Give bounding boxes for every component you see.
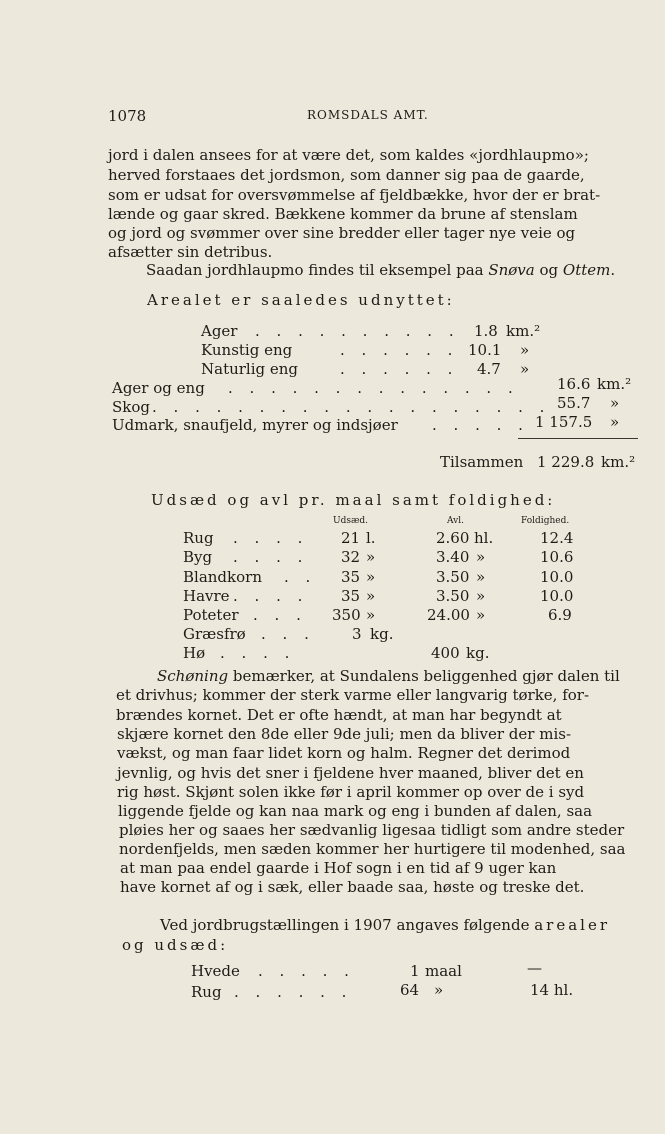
leader-dots: . . — [284, 568, 317, 586]
crop-label: Byg — [183, 548, 213, 566]
seed-value: 35 — [341, 587, 361, 605]
text-line: et drivhus; kommer der sterk varme eller langvarig tørke, for- — [116, 686, 590, 704]
text-line: jord i dalen ansees for at være det, som kaldes «jordhlaupmo»; — [108, 146, 589, 164]
yield-value: 24.00 — [427, 606, 470, 624]
areal-row-unit: km.² — [597, 375, 632, 393]
crop-label: Rug — [191, 983, 222, 1001]
fold-value: 10.0 — [540, 587, 574, 605]
text-span: Saadan jordhlaupmo findes til eksempel paa — [146, 261, 489, 279]
column-header-seed: Udsæd. — [333, 516, 369, 526]
yield-value: 3.50 — [436, 587, 470, 605]
areal-row-value: 4.7 — [477, 360, 501, 378]
text-line: lænde og gaar skred. Bækkene kommer da brune af stenslam — [108, 205, 578, 223]
area-value: 64 — [400, 981, 420, 999]
crop-label: Havre — [183, 587, 230, 605]
text-line: afsætter sin detribus. — [108, 243, 273, 261]
yield-value: 3.40 — [436, 548, 470, 566]
areal-row-value: 1 157.5 — [535, 413, 593, 431]
yield-unit: » — [476, 568, 486, 586]
areal-row-value: 55.7 — [557, 394, 591, 412]
leader-dots: . . . . . — [258, 962, 355, 980]
column-header-yield: Avl. — [447, 516, 464, 526]
leader-dots: . . . . — [233, 548, 309, 566]
yield-unit: » — [476, 587, 486, 605]
spaced-word: og udsæd — [122, 936, 221, 954]
leader-dots: . . . . . . . . . . . . . . — [228, 379, 519, 397]
crop-label: Poteter — [183, 606, 239, 624]
areal-row-unit: » — [520, 341, 530, 359]
text-line: vækst, og man faar lidet korn og halm. Regner det derimod — [117, 744, 571, 762]
leader-dots: . . . . . . — [234, 983, 353, 1001]
fold-value: 10.0 — [540, 568, 574, 586]
column-header-fold: Foldighed. — [521, 516, 570, 526]
text-span: og — [534, 261, 563, 279]
page-number: 1078 — [108, 107, 147, 125]
author-name: Schøning — [157, 667, 229, 685]
leader-dots: . . . . . — [432, 416, 529, 434]
areal-row-unit: » — [520, 360, 530, 378]
areal-row-unit: km.² — [506, 322, 541, 340]
yield-value: 2.60 — [436, 529, 470, 547]
seed-unit: » — [366, 606, 376, 624]
section-heading-areal: Arealet er saaledes udnyttet: — [147, 291, 455, 309]
text-line: som er udsat for oversvømmelse af fjeldbække, hvor der er brat- — [108, 186, 601, 204]
text-span: : — [220, 936, 226, 954]
spaced-word: arealer — [534, 916, 610, 934]
crop-label: Hø — [183, 644, 206, 662]
fold-value: 6.9 — [548, 606, 572, 624]
fold-value: 10.6 — [540, 548, 574, 566]
areal-row-label: Skog — [112, 398, 150, 416]
text-span: . — [610, 261, 616, 279]
text-line: at man paa endel gaarde i Hof sogn i en tid af 9 uger kan — [120, 859, 557, 877]
seed-value: 21 — [341, 529, 361, 547]
text-line: jevnlig, og hvis det sner i fjeldene hver maaned, bliver det en — [117, 764, 584, 782]
leader-dots: . . . . . . — [340, 341, 459, 359]
text-line: pløies her og saaes her sædvanlig ligesaa tidligt som andre steder — [119, 821, 625, 839]
text-line: skjære kornet den 8de eller 9de juli; men da bliver der mis- — [117, 725, 572, 743]
crop-label: Hvede — [191, 962, 240, 980]
crop-label: Græsfrø — [183, 625, 246, 643]
text-line — [160, 916, 610, 934]
running-title: ROMSDALS AMT. — [307, 108, 429, 122]
yield-unit: hl. — [474, 529, 494, 547]
text-line — [146, 261, 615, 279]
text-line: rig høst. Skjønt solen ikke før i april kommer op over de i syd — [117, 783, 585, 801]
text-line — [157, 667, 620, 685]
areal-row-value: 16.6 — [557, 375, 591, 393]
total-unit: km.² — [601, 453, 636, 471]
total-value: 1 229.8 — [537, 453, 595, 471]
text-line: liggende fjelde og kan naa mark og eng i bunden af dalen, saa — [118, 802, 593, 820]
areal-row-label: Ager — [201, 322, 238, 340]
seed-unit: kg. — [370, 625, 394, 643]
crop-label: Rug — [183, 529, 214, 547]
yield-unit: » — [476, 548, 486, 566]
areal-row-unit: » — [610, 394, 620, 412]
fold-value: 12.4 — [540, 529, 574, 547]
area-value: 1 — [410, 962, 420, 980]
seed-unit: l. — [366, 529, 376, 547]
leader-dots: . . . . — [233, 529, 309, 547]
text-line: nordenfjelds, men sæden kommer her hurtigere til modenhed, saa — [119, 840, 626, 858]
place-name: Ottem — [562, 261, 611, 279]
total-label: Tilsammen — [440, 453, 524, 471]
seed-value: 14 hl. — [530, 981, 574, 999]
yield-value: 400 — [431, 644, 460, 662]
areal-row-label: Ager og eng — [112, 379, 205, 397]
seed-value: 350 — [332, 606, 361, 624]
seed-unit: » — [366, 548, 376, 566]
areal-row-unit: » — [610, 413, 620, 431]
leader-dots: . . . . . . — [340, 360, 459, 378]
seed-value: 3 — [352, 625, 362, 643]
yield-unit: » — [476, 606, 486, 624]
text-line — [122, 936, 225, 954]
yield-value: 3.50 — [436, 568, 470, 586]
seed-value: — — [527, 959, 542, 977]
areal-row-value: 1.8 — [474, 322, 498, 340]
section-heading-udsaed: Udsæd og avl pr. maal samt foldighed: — [151, 491, 556, 509]
area-unit: » — [434, 981, 444, 999]
text-line: have kornet af og i sæk, eller baade saa, høste og treske det. — [120, 878, 585, 896]
areal-row-label: Naturlig eng — [201, 360, 299, 378]
areal-row-value: 10.1 — [468, 341, 502, 359]
leader-dots: . . . — [261, 625, 315, 643]
text-span: bemærker, at Sundalens beliggenhed gjør dalen til — [228, 667, 620, 685]
total-rule — [518, 438, 638, 439]
areal-row-label: Kunstig eng — [201, 341, 293, 359]
seed-value: 35 — [341, 568, 361, 586]
leader-dots: . . . . — [220, 644, 296, 662]
place-name: Snøva — [488, 261, 535, 279]
text-line: herved forstaaes det jordsmon, som danner sig paa de gaarde, — [108, 166, 585, 184]
leader-dots: . . . — [253, 606, 307, 624]
leader-dots: . . . . — [233, 587, 309, 605]
text-span: Ved jordbrugstællingen i 1907 angaves følgende — [160, 916, 535, 934]
leader-dots: . . . . . . . . . . . . . . . . . . . — [152, 398, 551, 416]
text-line: brændes kornet. Det er ofte hændt, at man har begyndt at — [116, 706, 562, 724]
area-unit: maal — [425, 962, 462, 980]
seed-unit: » — [366, 587, 376, 605]
leader-dots: . . . . . . . . . . — [255, 322, 460, 340]
areal-row-label: Udmark, snaufjeld, myrer og indsjøer — [112, 416, 398, 434]
yield-unit: kg. — [466, 644, 490, 662]
text-line: og jord og svømmer over sine bredder eller tager nye veie og — [108, 224, 576, 242]
crop-label: Blandkorn — [183, 568, 262, 586]
seed-value: 32 — [341, 548, 361, 566]
seed-unit: » — [366, 568, 376, 586]
